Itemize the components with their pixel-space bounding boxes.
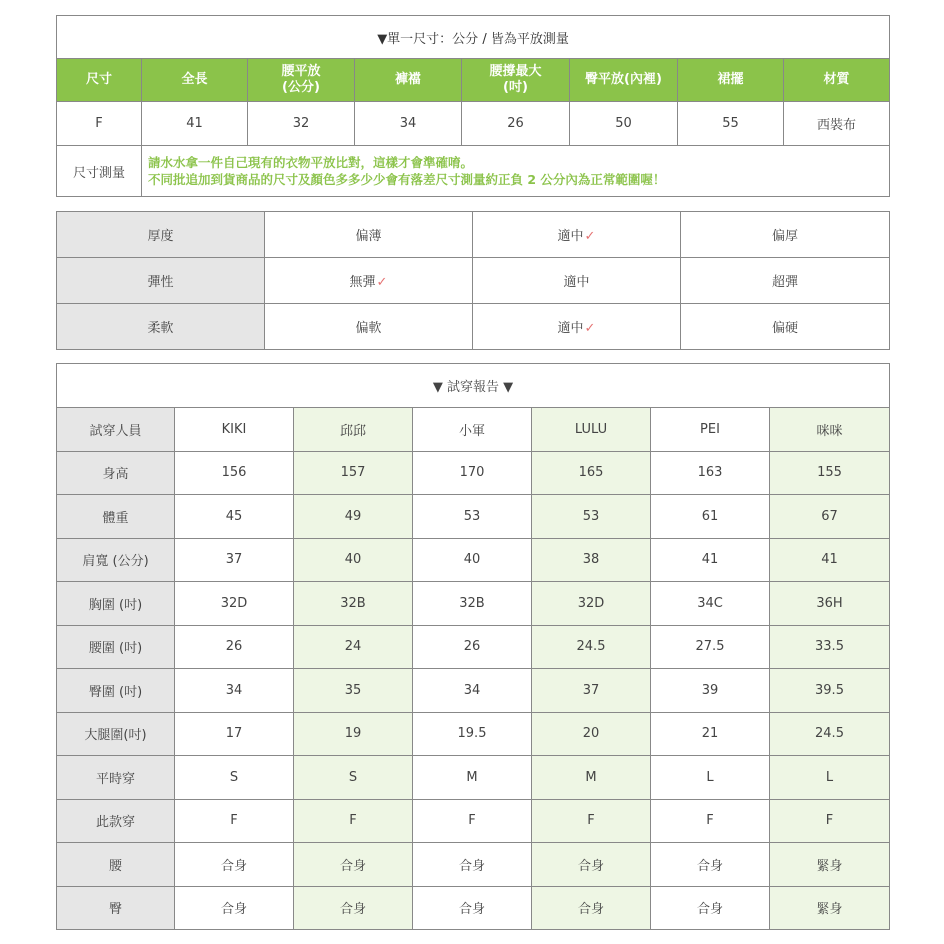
fit-cell: 38 — [532, 538, 651, 582]
fit-report-table — [56, 363, 890, 930]
size-header-2 — [248, 59, 355, 102]
fit-cell: S — [175, 756, 294, 800]
fit-cell: 小軍 — [413, 408, 532, 452]
fit-cell: 19 — [294, 712, 413, 756]
quality-label: 柔軟 — [57, 304, 265, 350]
fit-cell: 34 — [175, 669, 294, 713]
quality-option — [265, 212, 473, 258]
fit-row — [57, 538, 890, 582]
size-header-7 — [784, 59, 890, 102]
fit-cell: 合身 — [175, 886, 294, 930]
fit-row-label: 體重 — [57, 495, 175, 539]
check-icon: ✓ — [584, 229, 596, 244]
fit-row-label: 試穿人員 — [57, 408, 175, 452]
fit-row-label: 胸圍 (吋) — [57, 582, 175, 626]
fit-cell: 34C — [651, 582, 770, 626]
fit-cell: 緊身 — [770, 886, 890, 930]
quality-option — [473, 304, 681, 350]
fit-cell: 17 — [175, 712, 294, 756]
fit-row-label: 臀 — [57, 886, 175, 930]
fit-cell: 24.5 — [532, 625, 651, 669]
quality-option-label: 超彈 — [771, 275, 798, 290]
size-value-0: F — [57, 102, 142, 146]
size-value-row — [57, 102, 890, 146]
quality-option — [681, 212, 890, 258]
fit-cell: 合身 — [294, 843, 413, 887]
quality-option — [473, 258, 681, 304]
fit-cell: L — [651, 756, 770, 800]
quality-row — [57, 258, 890, 304]
fit-cell: 26 — [413, 625, 532, 669]
fit-cell: 邱邱 — [294, 408, 413, 452]
fit-row-label: 腰圍 (吋) — [57, 625, 175, 669]
fit-cell: 20 — [532, 712, 651, 756]
size-value-2: 32 — [248, 102, 355, 146]
quality-option-label: 偏硬 — [771, 321, 798, 336]
fit-cell: 40 — [413, 538, 532, 582]
quality-option — [265, 304, 473, 350]
fit-cell: 170 — [413, 451, 532, 495]
size-header-6-line-0: 裙擺 — [717, 72, 744, 87]
size-table-title: ▼單一尺寸：公分 / 皆為平放測量 — [57, 16, 890, 59]
fit-cell: 合身 — [651, 886, 770, 930]
fit-row — [57, 799, 890, 843]
size-header-5-line-0: 臀平放(內裡) — [585, 72, 662, 87]
size-value-7: 西裝布 — [784, 102, 890, 146]
quality-option-label: 偏薄 — [355, 229, 382, 244]
fit-row — [57, 669, 890, 713]
quality-option — [265, 258, 473, 304]
quality-option — [681, 304, 890, 350]
fit-cell: 32B — [413, 582, 532, 626]
fit-cell: 67 — [770, 495, 890, 539]
fit-cell: 24.5 — [770, 712, 890, 756]
fit-cell: F — [770, 799, 890, 843]
fit-cell: 37 — [175, 538, 294, 582]
size-header-7-line-0: 材質 — [823, 72, 850, 87]
fit-row — [57, 451, 890, 495]
fit-report-title: ▼ 試穿報告 ▼ — [57, 364, 890, 408]
fit-cell: 36H — [770, 582, 890, 626]
size-header-6 — [678, 59, 784, 102]
size-table — [56, 15, 890, 197]
fit-row-label: 腰 — [57, 843, 175, 887]
fit-cell: 35 — [294, 669, 413, 713]
fit-cell: 39.5 — [770, 669, 890, 713]
fit-row-label: 肩寬 (公分) — [57, 538, 175, 582]
quality-row — [57, 212, 890, 258]
size-header-3 — [355, 59, 462, 102]
fit-cell: 合身 — [413, 843, 532, 887]
fit-row — [57, 712, 890, 756]
fit-cell: 33.5 — [770, 625, 890, 669]
fit-cell: 27.5 — [651, 625, 770, 669]
fit-row — [57, 582, 890, 626]
fit-cell: PEI — [651, 408, 770, 452]
size-value-6: 55 — [678, 102, 784, 146]
fit-cell: 21 — [651, 712, 770, 756]
fit-cell: 32D — [532, 582, 651, 626]
fit-cell: 咪咪 — [770, 408, 890, 452]
fit-row — [57, 625, 890, 669]
fit-cell: 156 — [175, 451, 294, 495]
fit-cell: F — [413, 799, 532, 843]
size-header-4-line-1: (吋) — [503, 80, 528, 95]
fit-cell: 45 — [175, 495, 294, 539]
fit-row — [57, 886, 890, 930]
size-header-0-line-0: 尺寸 — [85, 72, 112, 87]
fit-cell: 165 — [532, 451, 651, 495]
quality-option — [473, 212, 681, 258]
size-value-4: 26 — [462, 102, 570, 146]
fit-cell: 41 — [651, 538, 770, 582]
fit-cell: 34 — [413, 669, 532, 713]
quality-row — [57, 304, 890, 350]
size-header-2-line-0: 腰平放 — [281, 64, 321, 79]
fit-cell: F — [651, 799, 770, 843]
fit-cell: 155 — [770, 451, 890, 495]
fit-cell: 53 — [532, 495, 651, 539]
fit-cell: F — [175, 799, 294, 843]
fit-cell: 163 — [651, 451, 770, 495]
fit-row-label: 臀圍 (吋) — [57, 669, 175, 713]
fit-cell: 合身 — [651, 843, 770, 887]
fit-cell: KIKI — [175, 408, 294, 452]
fit-cell: 32B — [294, 582, 413, 626]
fit-row-label: 大腿圍(吋) — [57, 712, 175, 756]
size-header-2-line-1: (公分) — [282, 80, 320, 95]
fit-cell: 40 — [294, 538, 413, 582]
fit-cell: M — [532, 756, 651, 800]
check-icon: ✓ — [376, 275, 388, 290]
fit-cell: 緊身 — [770, 843, 890, 887]
fit-row — [57, 408, 890, 452]
fit-cell: S — [294, 756, 413, 800]
measure-note — [142, 146, 890, 197]
size-header-5 — [570, 59, 678, 102]
fit-cell: 合身 — [532, 886, 651, 930]
fit-cell: 41 — [770, 538, 890, 582]
size-header-1 — [142, 59, 248, 102]
fit-cell: 合身 — [294, 886, 413, 930]
size-header-0 — [57, 59, 142, 102]
size-header-row — [57, 59, 890, 102]
fit-cell: 32D — [175, 582, 294, 626]
fit-cell: F — [294, 799, 413, 843]
fit-cell: 37 — [532, 669, 651, 713]
fit-row-label: 身高 — [57, 451, 175, 495]
fit-cell: LULU — [532, 408, 651, 452]
fit-cell: 19.5 — [413, 712, 532, 756]
size-value-3: 34 — [355, 102, 462, 146]
fit-row — [57, 756, 890, 800]
fit-cell: 24 — [294, 625, 413, 669]
fit-cell: 61 — [651, 495, 770, 539]
fit-cell: 53 — [413, 495, 532, 539]
check-icon: ✓ — [584, 321, 596, 336]
fit-cell: 39 — [651, 669, 770, 713]
fit-cell: M — [413, 756, 532, 800]
quality-option-label: 偏軟 — [355, 321, 382, 336]
fit-row-label: 此款穿 — [57, 799, 175, 843]
fit-cell: L — [770, 756, 890, 800]
fit-cell: 合身 — [532, 843, 651, 887]
quality-label: 彈性 — [57, 258, 265, 304]
fit-cell: 157 — [294, 451, 413, 495]
measure-label: 尺寸測量 — [57, 146, 142, 197]
size-header-4 — [462, 59, 570, 102]
size-header-3-line-0: 褲襠 — [394, 72, 421, 87]
fit-cell: 合身 — [175, 843, 294, 887]
quality-option-label: 適中 — [557, 321, 584, 336]
size-value-5: 50 — [570, 102, 678, 146]
measure-note-line-2: 不同批追加到貨商品的尺寸及顏色多多少少會有落差尺寸測量約正負 2 公分內為正常範圍喔！ — [148, 172, 666, 187]
quality-option-label: 適中 — [563, 275, 590, 290]
fit-row — [57, 495, 890, 539]
quality-option-label: 偏厚 — [771, 229, 798, 244]
size-header-1-line-0: 全長 — [181, 72, 208, 87]
quality-table — [56, 211, 890, 350]
size-value-1: 41 — [142, 102, 248, 146]
fit-cell: 26 — [175, 625, 294, 669]
fit-cell: 49 — [294, 495, 413, 539]
measure-note-line-1: 請水水拿一件自己現有的衣物平放比對，這樣才會準確唷。 — [148, 155, 474, 170]
quality-label: 厚度 — [57, 212, 265, 258]
quality-option — [681, 258, 890, 304]
size-header-4-line-0: 腰撐最大 — [489, 64, 542, 79]
quality-option-label: 無彈 — [349, 275, 376, 290]
fit-row-label: 平時穿 — [57, 756, 175, 800]
fit-row — [57, 843, 890, 887]
fit-cell: F — [532, 799, 651, 843]
quality-option-label: 適中 — [557, 229, 584, 244]
fit-cell: 合身 — [413, 886, 532, 930]
